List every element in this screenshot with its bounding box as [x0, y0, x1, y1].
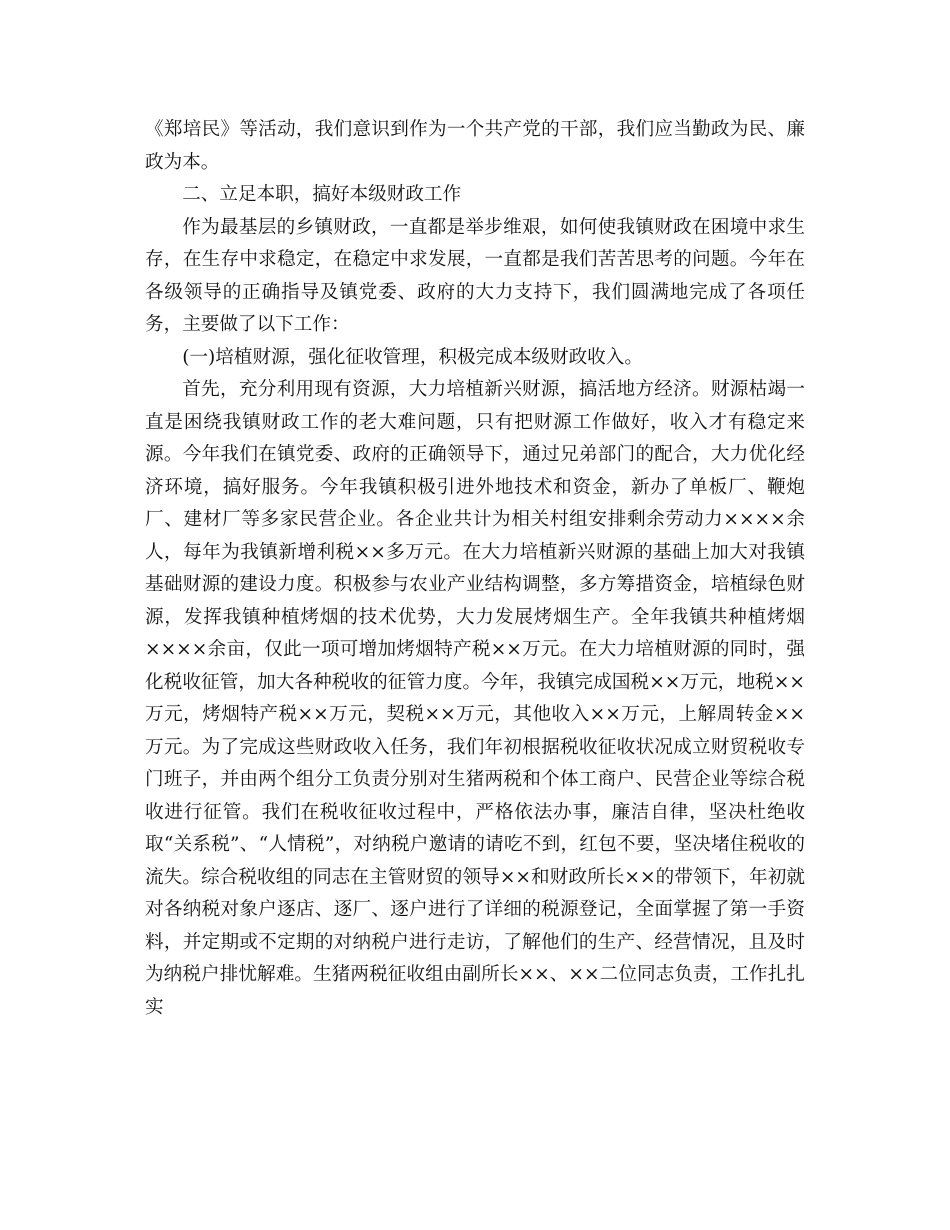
body-paragraph: 首先，充分利用现有资源，大力培植新兴财源，搞活地方经济。财源枯竭一直是困绕我镇财政工作的老大难问题，只有把财源工作做好，收入才有稳定来源。今年我们在镇党委、政府的正确领导下，通过兄弟部门的配合，大力优化经济环境，搞好服务。今年我镇积极引进外地技术和资金，新办了单板厂、鞭炮厂、建材厂等多家民营企业。各企业共计为相关村组安排剩余劳动力××××余人，每年为我镇新增利税××多万元。在大力培植新兴财源的基础上加大对我镇基础财源的建设力度。积极参与农业产业结构调整，多方筹措资金，培植绿色财源，发挥我镇种植烤烟的技术优势，大力发展烤烟生产。全年我镇共种植烤烟××××余亩，仅此一项可增加烤烟特产税××万元。在大力培植财源的同时，强化税收征管，加大各种税收的征管力度。今年，我镇完成国税××万元，地税××万元，烤烟特产税××万元，契税××万元，其他收入××万元，上解周转金××万元。为了完成这些财政收入任务，我们年初根据税收征收状况成立财贸税收专门班子，并由两个组分工负责分别对生猪两税和个体工商户、民营企业等综合税收进行征管。我们在税收征收过程中，严格依法办事，廉洁自律，坚决杜绝收取“关系税”、“人情税”，对纳税户邀请的请吃不到，红包不要，坚决堵住税收的流失。综合税收组的同志在主管财贸的领导××和财政所长××的带领下，年初就对各纳税对象户逐店、逐厂、逐户进行了详细的税源登记，全面掌握了第一手资料，并定期或不定期的对纳税户进行走访，了解他们的生产、经营情况，且及时为纳税户排忧解难。生猪两税征收组由副所长××、××二位同志负责，工作扎扎实	[145, 379, 805, 1018]
body-paragraph: 作为最基层的乡镇财政，一直都是举步维艰，如何使我镇财政在困境中求生存，在生存中求稳定，在稳定中求发展，一直都是我们苦苦思考的问题。今年在各级领导的正确指导及镇党委、政府的大力支持下，我们圆满地完成了各项任务，主要做了以下工作：	[145, 216, 805, 335]
document-page	[145, 114, 805, 1024]
section-heading: 二、立足本职，搞好本级财政工作	[182, 184, 462, 205]
paragraph-continuation: 《郑培民》等活动，我们意识到作为一个共产党的干部，我们应当勤政为民、廉政为本。	[145, 119, 805, 173]
subsection-heading: (一)培植财源，强化征收管理，积极完成本级财政收入。	[182, 346, 643, 368]
